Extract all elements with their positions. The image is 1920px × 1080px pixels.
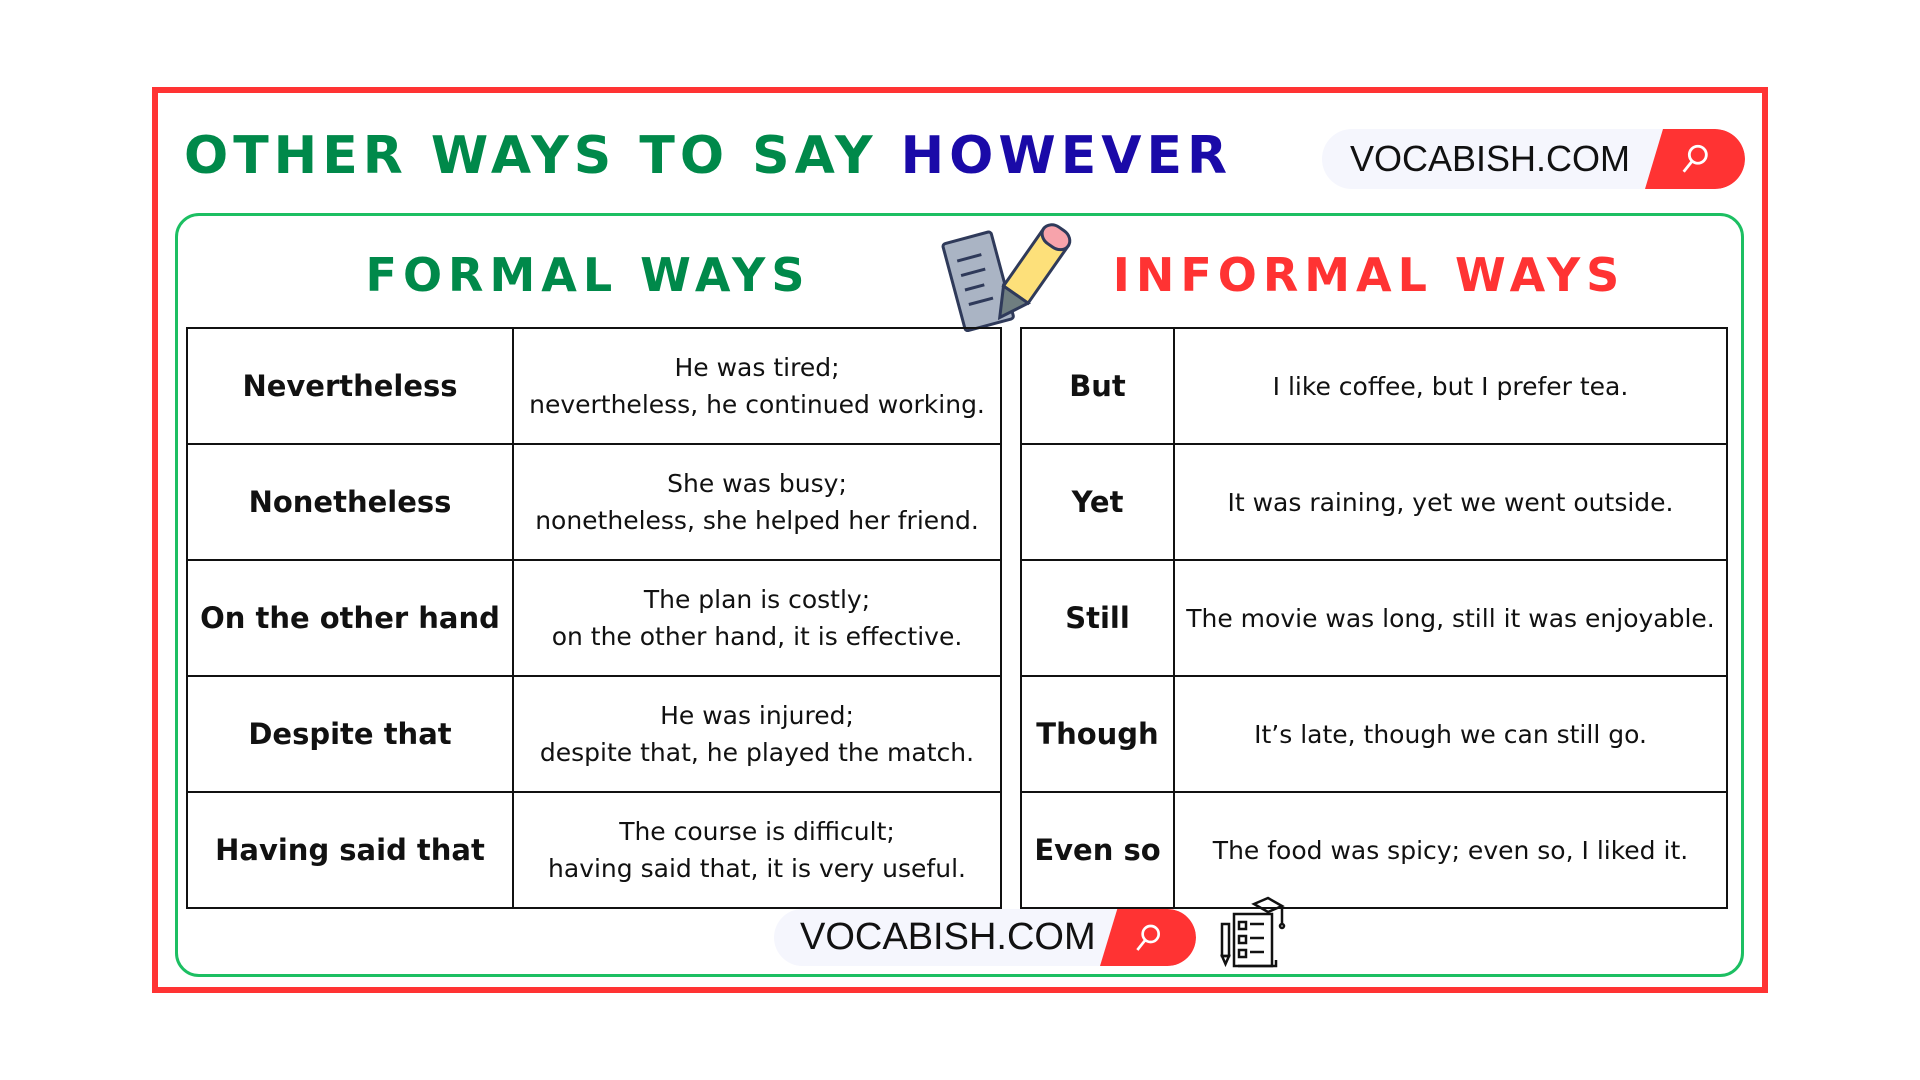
formal-example [513,676,1001,792]
title-highlight: HOWEVER [900,126,1233,186]
example-line-1: She was busy; [667,469,847,498]
formal-row [187,328,1001,444]
informal-example: It was raining, yet we went outside. [1174,444,1727,560]
formal-row [187,792,1001,908]
informal-row [1021,444,1727,560]
formal-table [186,327,1002,909]
search-icon [1678,142,1712,176]
informal-row [1021,676,1727,792]
informal-table [1020,327,1728,909]
informal-example: I like coffee, but I prefer tea. [1174,328,1727,444]
formal-example [513,792,1001,908]
informal-word: Even so [1021,792,1174,908]
informal-word: Though [1021,676,1174,792]
notepad-pencil-icon [933,220,1075,332]
formal-row [187,676,1001,792]
site-search-bottom[interactable] [774,909,1196,966]
example-line-2: on the other hand, it is effective. [551,622,963,651]
site-label: VOCABISH.COM [800,916,1096,958]
search-button[interactable] [1645,129,1745,189]
formal-word: Despite that [187,676,513,792]
example-line-2: despite that, he played the match. [539,738,975,767]
informal-example: It’s late, though we can still go. [1174,676,1727,792]
formal-example [513,444,1001,560]
formal-row [187,560,1001,676]
example-line-2: having said that, it is very useful. [548,854,966,883]
formal-example [513,328,1001,444]
page-title [184,126,1232,186]
formal-word: Having said that [187,792,513,908]
example-line-1: The plan is costly; [643,585,871,614]
formal-word: Nonetheless [187,444,513,560]
informal-row [1021,328,1727,444]
informal-word: But [1021,328,1174,444]
informal-example: The food was spicy; even so, I liked it. [1174,792,1727,908]
formal-row [187,444,1001,560]
title-part1: OTHER WAYS TO SAY [184,126,878,186]
example-line-2: nonetheless, she helped her friend. [535,506,979,535]
informal-word: Still [1021,560,1174,676]
search-icon [1132,922,1164,954]
example-line-1: The course is difficult; [619,817,895,846]
formal-example [513,560,1001,676]
example-line-2: nevertheless, he continued working. [529,390,985,419]
informal-example: The movie was long, still it was enjoyable. [1174,560,1727,676]
site-label: VOCABISH.COM [1350,138,1631,179]
search-button[interactable] [1100,909,1196,966]
formal-heading: FORMAL WAYS [365,248,811,302]
informal-word: Yet [1021,444,1174,560]
checklist-graduation-icon [1220,896,1294,970]
formal-word: On the other hand [187,560,513,676]
informal-row [1021,792,1727,908]
informal-heading: INFORMAL WAYS [1112,248,1626,302]
site-search-top[interactable] [1322,129,1745,189]
example-line-1: He was tired; [674,353,840,382]
informal-row [1021,560,1727,676]
formal-word: Nevertheless [187,328,513,444]
example-line-1: He was injured; [660,701,854,730]
